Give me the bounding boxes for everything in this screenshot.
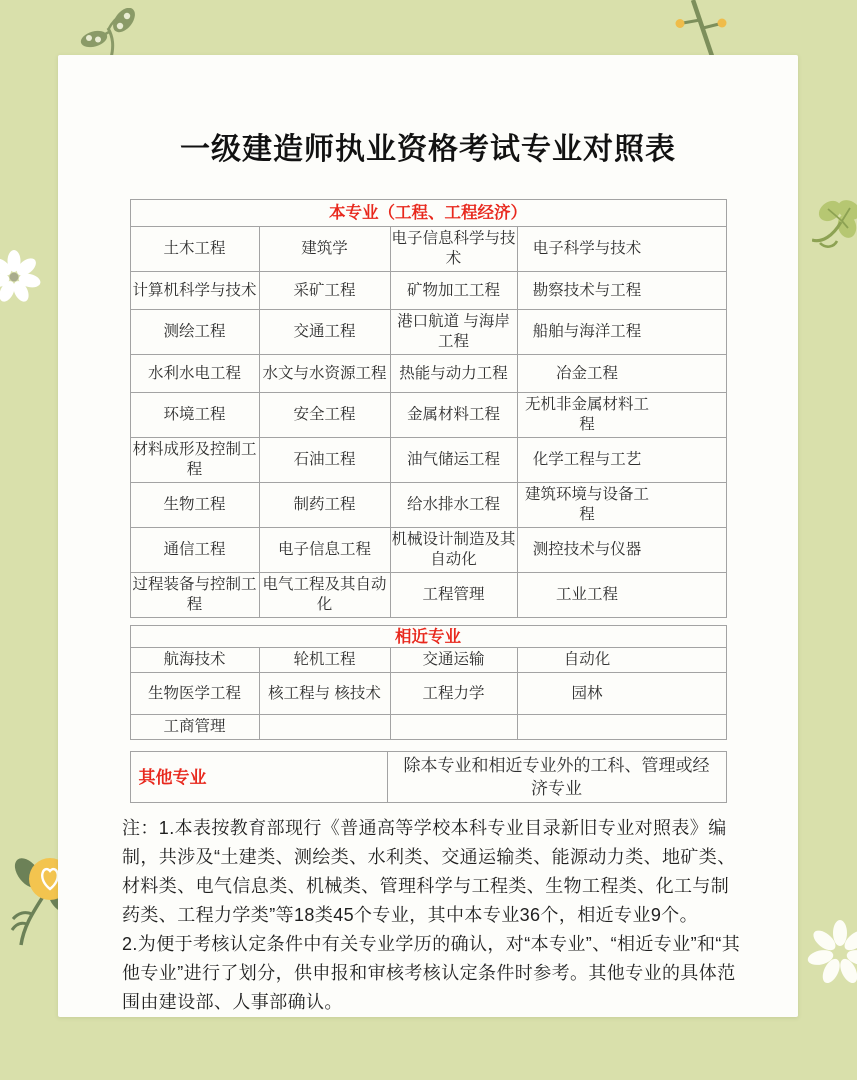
table-cell: 工商管理 bbox=[131, 715, 260, 740]
table-cell: 工程管理 bbox=[391, 573, 518, 618]
table-cell: 测控技术与仪器 bbox=[518, 528, 727, 573]
white-daisy-icon bbox=[800, 918, 857, 990]
table-cell: 安全工程 bbox=[260, 393, 391, 438]
footnote-line-1: 注：1.本表按教育部现行《普通高等学校本科专业目录新旧专业对照表》编制，共涉及“土建类、测绘类、水利类、交通运输类、能源动力类、地矿类、材料类、电气信息类、机械类、管理科学与工程类、生物工程类、化工与制药类、工程力学类”等18类45个专业，其中本专业36个，相近专业9个。 bbox=[122, 818, 736, 925]
similar-table-header: 相近专业 bbox=[131, 626, 727, 648]
main-table-header: 本专业（工程、工程经济） bbox=[131, 200, 727, 227]
page-title: 一级建造师执业资格考试专业对照表 bbox=[180, 133, 676, 166]
table-cell: 油气储运工程 bbox=[391, 438, 518, 483]
table-cell: 材料成形及控制工程 bbox=[131, 438, 260, 483]
table-cell: 环境工程 bbox=[131, 393, 260, 438]
table-cell: 土木工程 bbox=[131, 227, 260, 272]
table-cell: 航海技术 bbox=[131, 648, 260, 673]
table-cell: 热能与动力工程 bbox=[391, 355, 518, 393]
content-card bbox=[58, 55, 798, 1017]
footnote-line-2: 2.为便于考核认定条件中有关专业学历的确认，对“本专业”、“相近专业”和“其他专业”进行了划分，供申报和审核考核认定条件时参考。其他专业的具体范围由建设部、人事部确认。 bbox=[122, 934, 741, 1012]
clover-leaf-icon bbox=[812, 196, 857, 266]
table-cell: 工程力学 bbox=[391, 673, 518, 715]
table-cell: 水文与水资源工程 bbox=[260, 355, 391, 393]
table-cell: 计算机科学与技术 bbox=[131, 272, 260, 310]
table-cell: 给水排水工程 bbox=[391, 483, 518, 528]
similar-majors-table bbox=[130, 625, 727, 740]
table-cell: 电气工程及其自动化 bbox=[260, 573, 391, 618]
table-cell: 船舶与海洋工程 bbox=[518, 310, 727, 355]
table-cell: 生物医学工程 bbox=[131, 673, 260, 715]
table-cell bbox=[260, 715, 391, 740]
table-cell: 通信工程 bbox=[131, 528, 260, 573]
table-cell: 石油工程 bbox=[260, 438, 391, 483]
footnotes bbox=[122, 814, 746, 1017]
branch-buds-icon bbox=[657, 0, 727, 62]
table-cell: 交通运输 bbox=[391, 648, 518, 673]
table-cell bbox=[391, 715, 518, 740]
table-cell: 轮机工程 bbox=[260, 648, 391, 673]
other-majors-value: 除本专业和相近专业外的工科、管理或经济专业 bbox=[388, 752, 727, 803]
white-daisy-icon bbox=[0, 247, 44, 307]
table-cell: 生物工程 bbox=[131, 483, 260, 528]
table-cell: 冶金工程 bbox=[518, 355, 727, 393]
table-cell bbox=[518, 715, 727, 740]
table-cell: 自动化 bbox=[518, 648, 727, 673]
table-cell: 化学工程与工艺 bbox=[518, 438, 727, 483]
table-cell: 电子信息科学与技术 bbox=[391, 227, 518, 272]
table-cell: 勘察技术与工程 bbox=[518, 272, 727, 310]
table-cell: 园林 bbox=[518, 673, 727, 715]
table-cell: 采矿工程 bbox=[260, 272, 391, 310]
table-cell: 无机非金属材料工程 bbox=[518, 393, 727, 438]
table-cell: 水利水电工程 bbox=[131, 355, 260, 393]
table-cell: 交通工程 bbox=[260, 310, 391, 355]
table-cell: 测绘工程 bbox=[131, 310, 260, 355]
table-cell: 电子科学与技术 bbox=[518, 227, 727, 272]
table-cell: 制药工程 bbox=[260, 483, 391, 528]
table-cell: 机械设计制造及其自动化 bbox=[391, 528, 518, 573]
main-majors-table bbox=[130, 199, 727, 618]
table-cell: 过程装备与控制工程 bbox=[131, 573, 260, 618]
sprout-icon bbox=[80, 8, 142, 58]
table-cell: 核工程与 核技术 bbox=[260, 673, 391, 715]
other-majors-table bbox=[130, 751, 727, 803]
table-cell: 工业工程 bbox=[518, 573, 727, 618]
table-cell: 建筑学 bbox=[260, 227, 391, 272]
table-cell: 电子信息工程 bbox=[260, 528, 391, 573]
table-cell: 港口航道 与海岸工程 bbox=[391, 310, 518, 355]
table-cell: 建筑环境与设备工程 bbox=[518, 483, 727, 528]
other-majors-label: 其他专业 bbox=[131, 752, 388, 803]
table-cell: 金属材料工程 bbox=[391, 393, 518, 438]
table-cell: 矿物加工工程 bbox=[391, 272, 518, 310]
